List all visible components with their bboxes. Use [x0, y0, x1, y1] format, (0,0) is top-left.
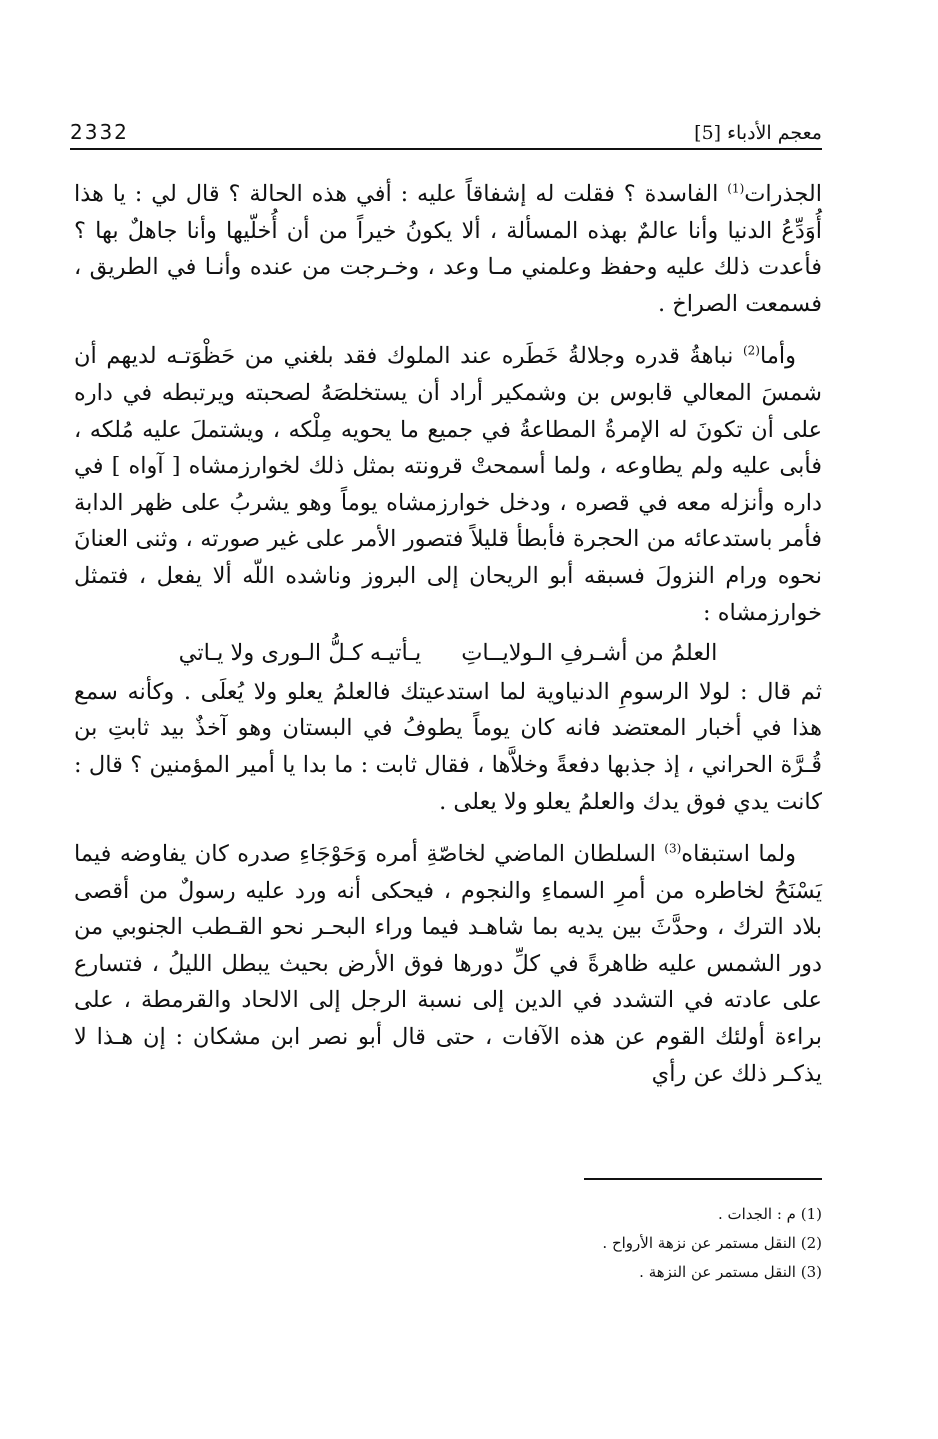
main-text: [74, 176, 822, 1092]
paragraph-3: ثم قال : لولا الرسومِ الدنياوية لما استدعيتك فالعلمُ يعلو ولا يُعلَى . وكأنه سمع هذا في أخبار المعتضد فانه كان يوماً يطوفُ في البستان وهو آخذٌ بيد ثابتِ بن قُـرَّة الحراني ، إذ جذبها دفعةً وخلاَّها ، فقال ثابت : ما بدا يا أمير المؤمنين ؟ قال : كانت يدي فوق يدك والعلمُ يعلو ولا يعلى .: [74, 678, 822, 815]
footnotes: [300, 1200, 822, 1287]
paragraph-1: [74, 176, 822, 322]
verse-hemistich-1: العلمُ من أشـرفِ الـولايــاتِ: [461, 640, 718, 667]
verse-hemistich-2: يـأتيـه كـلُّ الـورى ولا يـاتي: [178, 640, 422, 667]
book-title: معجم الأدباء [5]: [694, 122, 822, 144]
footnote-ref-3: (3): [664, 841, 682, 856]
paragraph-4-start: ولما استبقاه: [681, 841, 796, 868]
footnote-ref-1: (1): [727, 181, 745, 196]
paragraph-2-start: وأما: [759, 343, 796, 370]
page-header: [70, 108, 822, 150]
paragraph-2: [74, 338, 822, 631]
paragraph-4-rest: السلطان الماضي لخاصّةِ أمره وَحَوْجَاءِ صدره كان يفاوضه فيما يَسْنَحُ لخاطره من أمرِ السماءِ والنجوم ، فيحكى أنه ورد عليه رسولٌ من أقصى بلاد الترك ، وحدَّثَ بين يديه بما شاهـد فيما وراء البحـر نحو القـطب الجنوبي من دور الشمس عليه ظاهرةً في كلِّ دورها فوق الأرض بحيث يبطل الليلُ ، فتسارع على عادته في التشدد في الدين إلى نسبة الرجل إلى الالحاد والقرمطة ، على براءة أولئك القوم عن هذه الآفات ، حتى قال أبو نصر ابن مشكان : إن هـذا لا يذكـر ذلك عن رأي: [74, 841, 822, 1087]
poem-verse: [74, 635, 822, 672]
footnote-3: (3) النقل مستمر عن النزهة .: [639, 1263, 822, 1281]
paragraph-4: [74, 836, 822, 1092]
paragraph-1-start: الجذرات: [744, 181, 822, 207]
paragraph-2-rest: نباهةُ قدره وجلالةُ خَطَره عند الملوك فقد بلغني من حَظْوَتـه لديهم أن شمسَ المعالي قابوس بن وشمكير أراد أن يستخلصَهُ لصحبته ويرتبطه في داره على أن تكونَ له الإمرةُ المطاعةُ في جميع ما يحويه مِلْكه ، ويشتملَ عليه مُلكه ، فأبى عليه ولم يطاوعه ، ولما أسمحتْ قرونته بمثل ذلك لخوارزمشاه [ آواه ] في داره وأنزله معه في قصره ، ودخل خوارزمشاه يوماً وهو يشربُ على ظهر الدابة فأمر باستدعائه من الحجرة فأبطأ قليلاً فتصور الأمر على غير صورته ، وثنى العنانَ نحوه ورام النزولَ فسبقه أبو الريحان إلى البروز وناشده اللّه ألا يفعل ، فتمثل خوارزمشاه :: [74, 343, 822, 626]
page-number: 2332: [70, 120, 129, 144]
paragraph-1-rest: الفاسدة ؟ فقلت له إشفاقاً عليه : أفي هذه الحالة ؟ قال لي : يا هذا أُوَدِّعُ الدنيا وأنا عالمٌ بهذه المسألة ، ألا يكونُ خيراً من أن أُخلّيها وأنا جاهلٌ بها ؟ فأعدت ذلك عليه وحفظ وعلمني مـا وعد ، وخـرجت من عنده وأنـا في الطريق ، فسمعت الصراخ .: [74, 181, 822, 317]
footnote-1: (1) م : الجدات .: [717, 1205, 822, 1223]
footnote-ref-2: (2): [742, 343, 760, 358]
footnote-2: (2) النقل مستمر عن نزهة الأرواح .: [602, 1234, 822, 1252]
footnote-separator: [584, 1178, 822, 1180]
